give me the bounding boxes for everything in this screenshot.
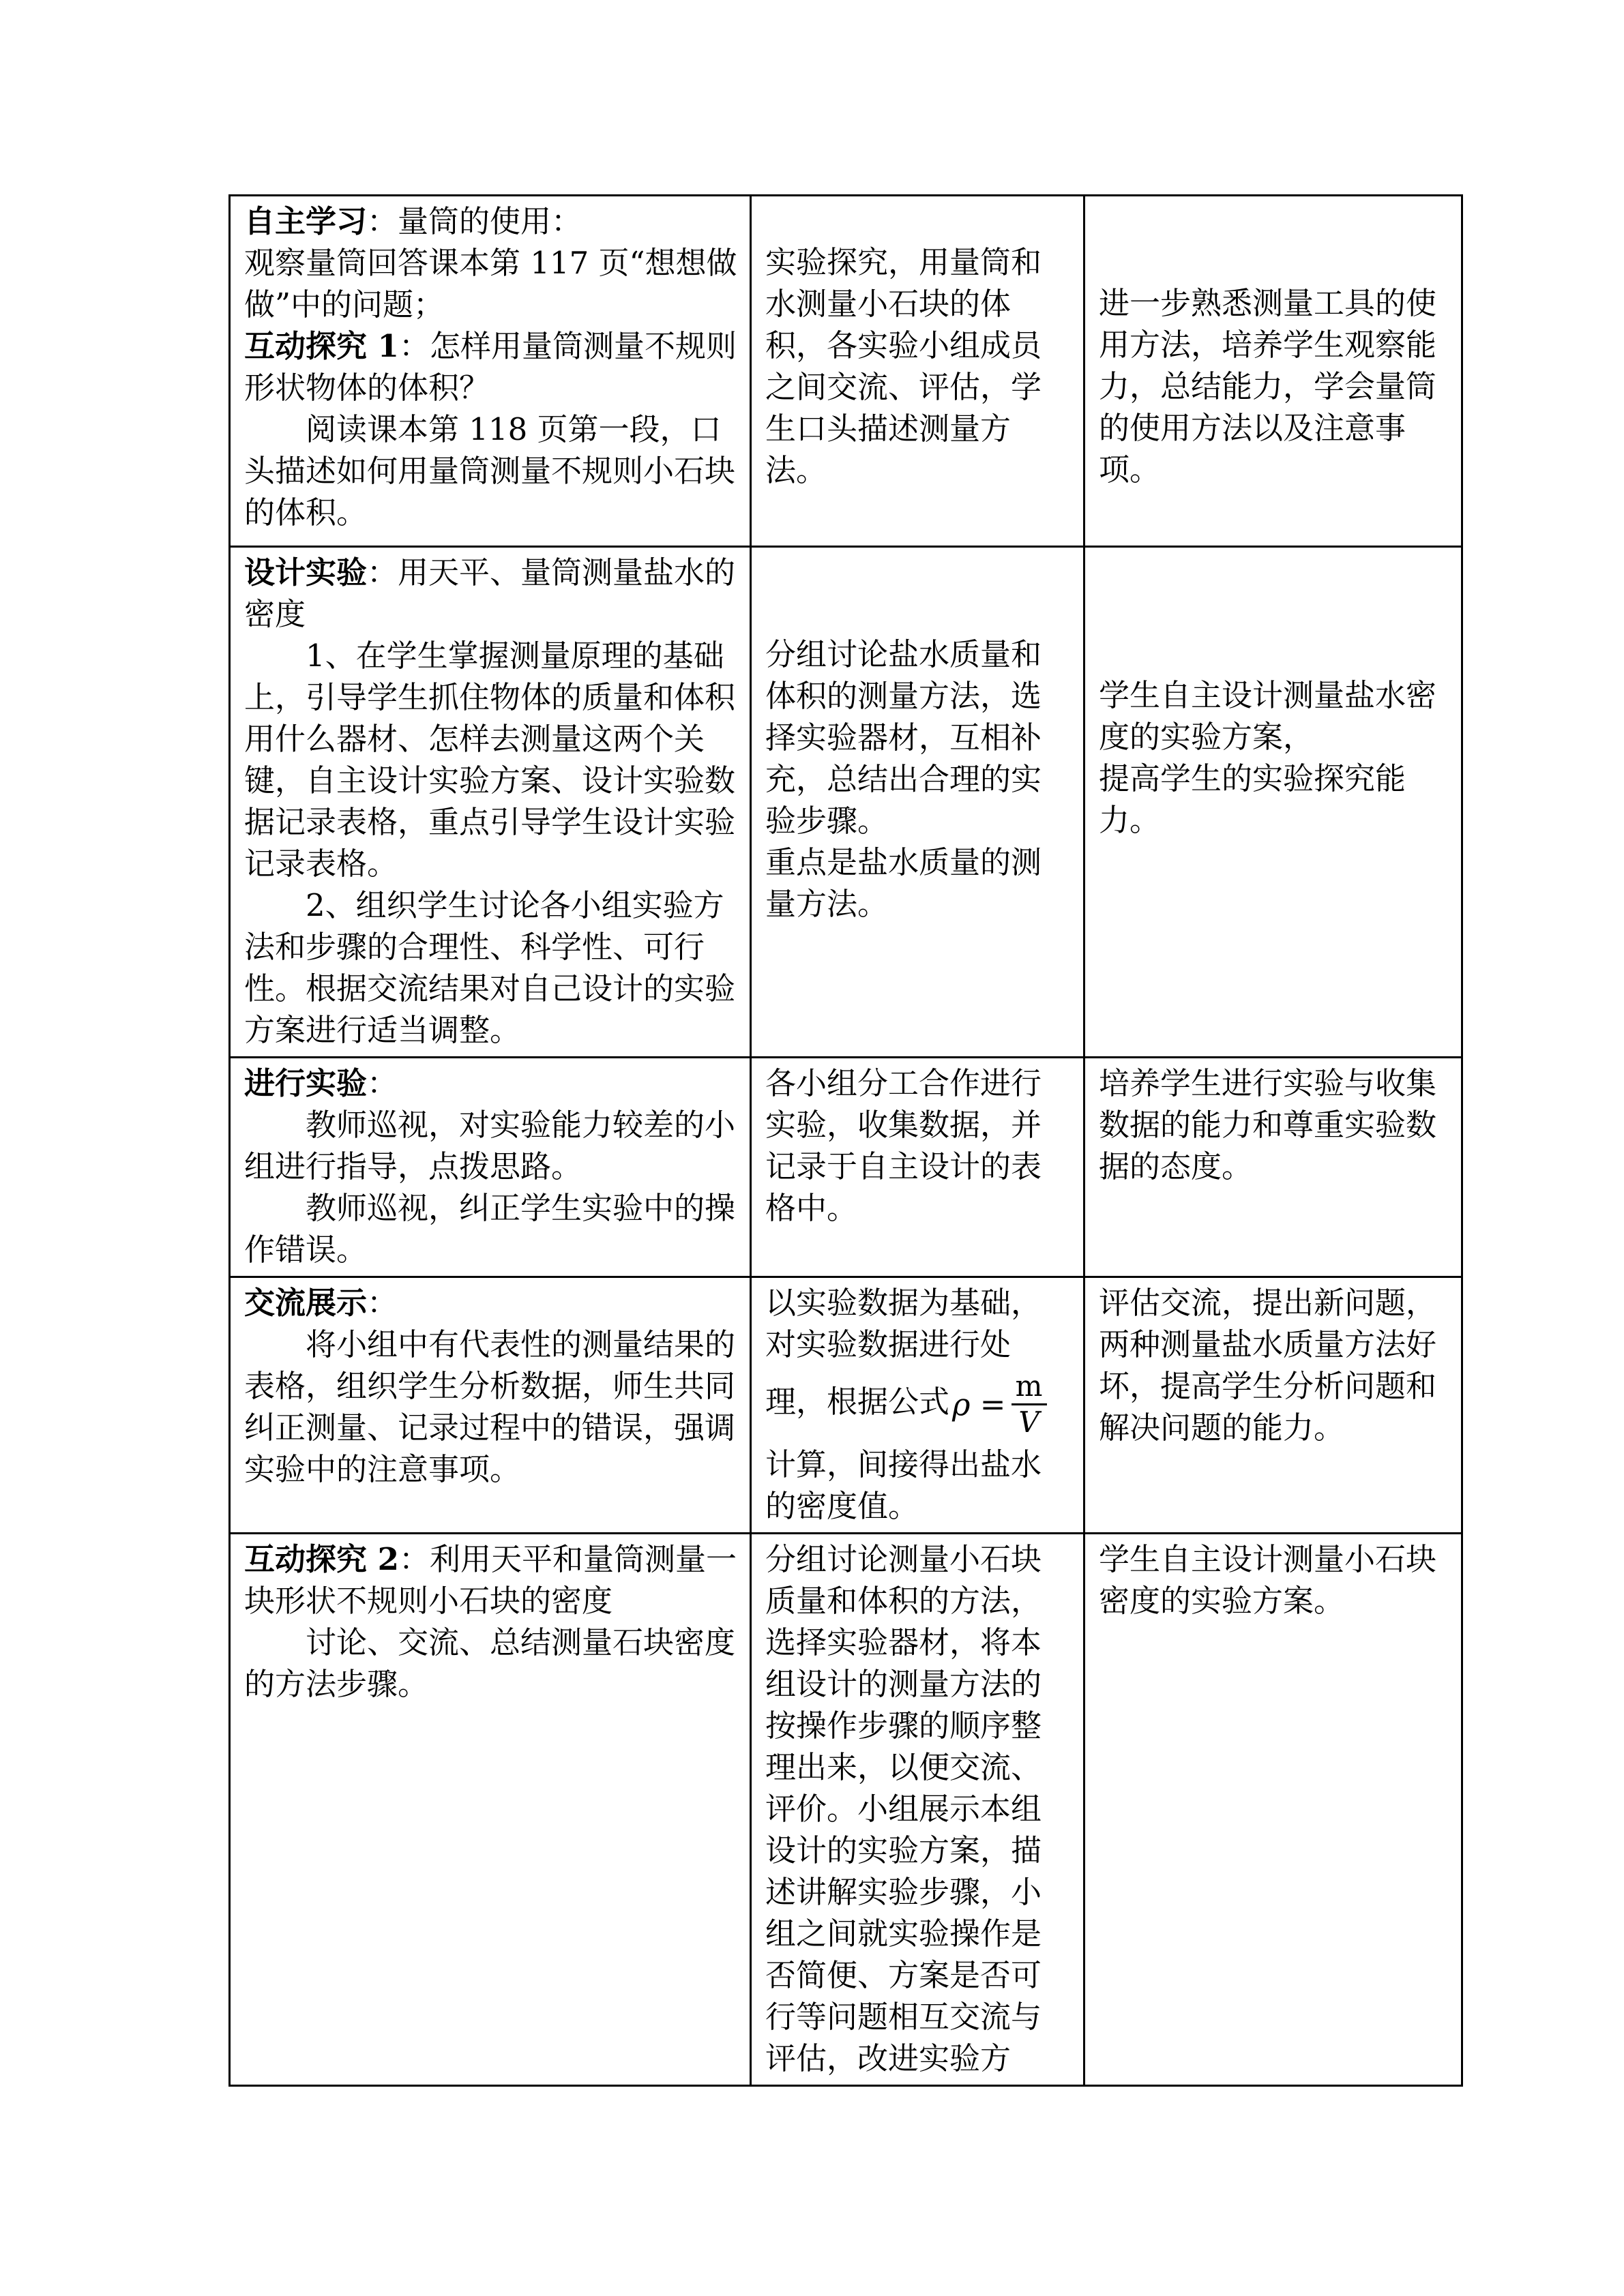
section-label: 交流展示 (244, 1285, 368, 1321)
teacher-activity-cell (230, 1058, 751, 1277)
lesson-plan-table (228, 194, 1463, 2087)
design-intent-cell (1084, 1534, 1462, 2086)
paragraph-text: ：用天平、量筒测量盐水的密度 (244, 554, 736, 632)
paragraph (244, 200, 737, 242)
paragraph-text: ：利用天平和量筒测量一块形状不规则小石块的密度 (244, 1541, 737, 1619)
formula-numerator: m (1015, 1369, 1043, 1403)
section-label: 进行实验 (244, 1065, 368, 1101)
paragraph: 1、在学生掌握测量原理的基础上，引导学生抓住物体的质量和体积用什么器材、怎样去测量这两个关键，自主设计实验方案、设计实验数据记录表格，重点引导学生设计实验记录表格。 (244, 638, 736, 882)
table-row (230, 1534, 1462, 2086)
student-activity-cell (751, 1277, 1084, 1534)
paragraph: 讨论、交流、总结测量石块密度的方法步骤。 (244, 1624, 736, 1702)
paragraph: 观察量筒回答课本第 117 页“想想做做”中的问题； (244, 245, 737, 323)
section-label: 设计实验 (244, 554, 368, 591)
paragraph: 计算，间接得出盐水的密度值。 (765, 1446, 1042, 1524)
formula-equals: = (979, 1386, 1006, 1422)
table-row (230, 1277, 1462, 1534)
paragraph-text: ： (367, 1065, 398, 1101)
paragraph: 分组讨论测量小石块质量和体积的方法，选择实验器材，将本组设计的测量方法的按操作步骤的顺序整理出来，以便交流、评价。小组展示本组设计的实验方案，描述讲解实验步骤，小组之间就实验操作是否简便、方案是否可行等问题相互交流与评估，改进实验方 (765, 1541, 1042, 2076)
formula-line (765, 1371, 1071, 1438)
paragraph: 实验探究，用量筒和水测量小石块的体积，各实验小组成员之间交流、评估，学生口头描述测量方法。 (765, 244, 1042, 488)
paragraph: 学生自主设计测量小石块密度的实验方案。 (1099, 1541, 1437, 1619)
paragraph (244, 1538, 737, 1622)
formula-rho: ρ (952, 1386, 971, 1422)
design-intent-cell (1084, 196, 1462, 547)
paragraph (244, 552, 737, 635)
teacher-activity-cell (230, 196, 751, 547)
paragraph: 教师巡视，对实验能力较差的小组进行指导，点拨思路。 (244, 1107, 736, 1184)
paragraph: 进一步熟悉测量工具的使用方法，培养学生观察能力，总结能力，学会量筒的使用方法以及注意事项。 (1099, 285, 1437, 488)
table-row (230, 547, 1462, 1058)
student-activity-cell (751, 196, 1084, 547)
student-activity-cell (751, 1534, 1084, 2086)
formula-denominator: V (1018, 1405, 1039, 1439)
paragraph: 培养学生进行实验与收集数据的能力和尊重实验数据的态度。 (1099, 1065, 1437, 1184)
teacher-activity-cell (230, 1277, 751, 1534)
paragraph (244, 1282, 737, 1324)
paragraph (244, 1062, 737, 1104)
section-label: 自主学习 (244, 203, 368, 239)
density-formula (952, 1371, 1047, 1438)
section-label: 互动探究 2 (244, 1541, 399, 1577)
paragraph: 阅读课本第 118 页第一段，口头描述如何用量筒测量不规则小石块的体积。 (244, 411, 736, 531)
paragraph: 以实验数据为基础，对实验数据进行处 (765, 1285, 1042, 1362)
paragraph: 学生自主设计测量盐水密度的实验方案， (1099, 677, 1437, 755)
paragraph-text: ：怎样用量筒测量不规则形状物体的体积？ (244, 328, 737, 406)
paragraph-text: ：量筒的使用： (367, 203, 582, 239)
paragraph: 将小组中有代表性的测量结果的表格，组织学生分析数据，师生共同纠正测量、记录过程中的错误，强调实验中的注意事项。 (244, 1326, 736, 1487)
paragraph: 2、组织学生讨论各小组实验方法和步骤的合理性、科学性、可行性。根据交流结果对自己设计的实验方案进行适当调整。 (244, 887, 736, 1048)
teacher-activity-cell (230, 1534, 751, 2086)
paragraph: 教师巡视，纠正学生实验中的操作错误。 (244, 1190, 736, 1268)
student-activity-cell (751, 547, 1084, 1058)
student-activity-cell (751, 1058, 1084, 1277)
design-intent-cell (1084, 1277, 1462, 1534)
teacher-activity-cell (230, 547, 751, 1058)
paragraph: 各小组分工合作进行实验，收集数据，并记录于自主设计的表格中。 (765, 1065, 1042, 1226)
table-row (230, 1058, 1462, 1277)
paragraph-text: ： (367, 1285, 398, 1321)
formula-fraction (1012, 1371, 1047, 1438)
table-row (230, 196, 1462, 547)
section-label: 互动探究 1 (244, 328, 399, 364)
formula-prefix: 理，根据公式 (765, 1384, 950, 1420)
paragraph: 提高学生的实验探究能力。 (1099, 760, 1406, 838)
paragraph: 重点是盐水质量的测量方法。 (765, 844, 1042, 922)
paragraph (244, 325, 737, 408)
paragraph: 分组讨论盐水质量和体积的测量方法，选择实验器材，互相补充，总结出合理的实验步骤。 (765, 636, 1042, 839)
design-intent-cell (1084, 547, 1462, 1058)
paragraph: 评估交流，提出新问题，两种测量盐水质量方法好坏，提高学生分析问题和解决问题的能力。 (1099, 1285, 1437, 1446)
design-intent-cell (1084, 1058, 1462, 1277)
